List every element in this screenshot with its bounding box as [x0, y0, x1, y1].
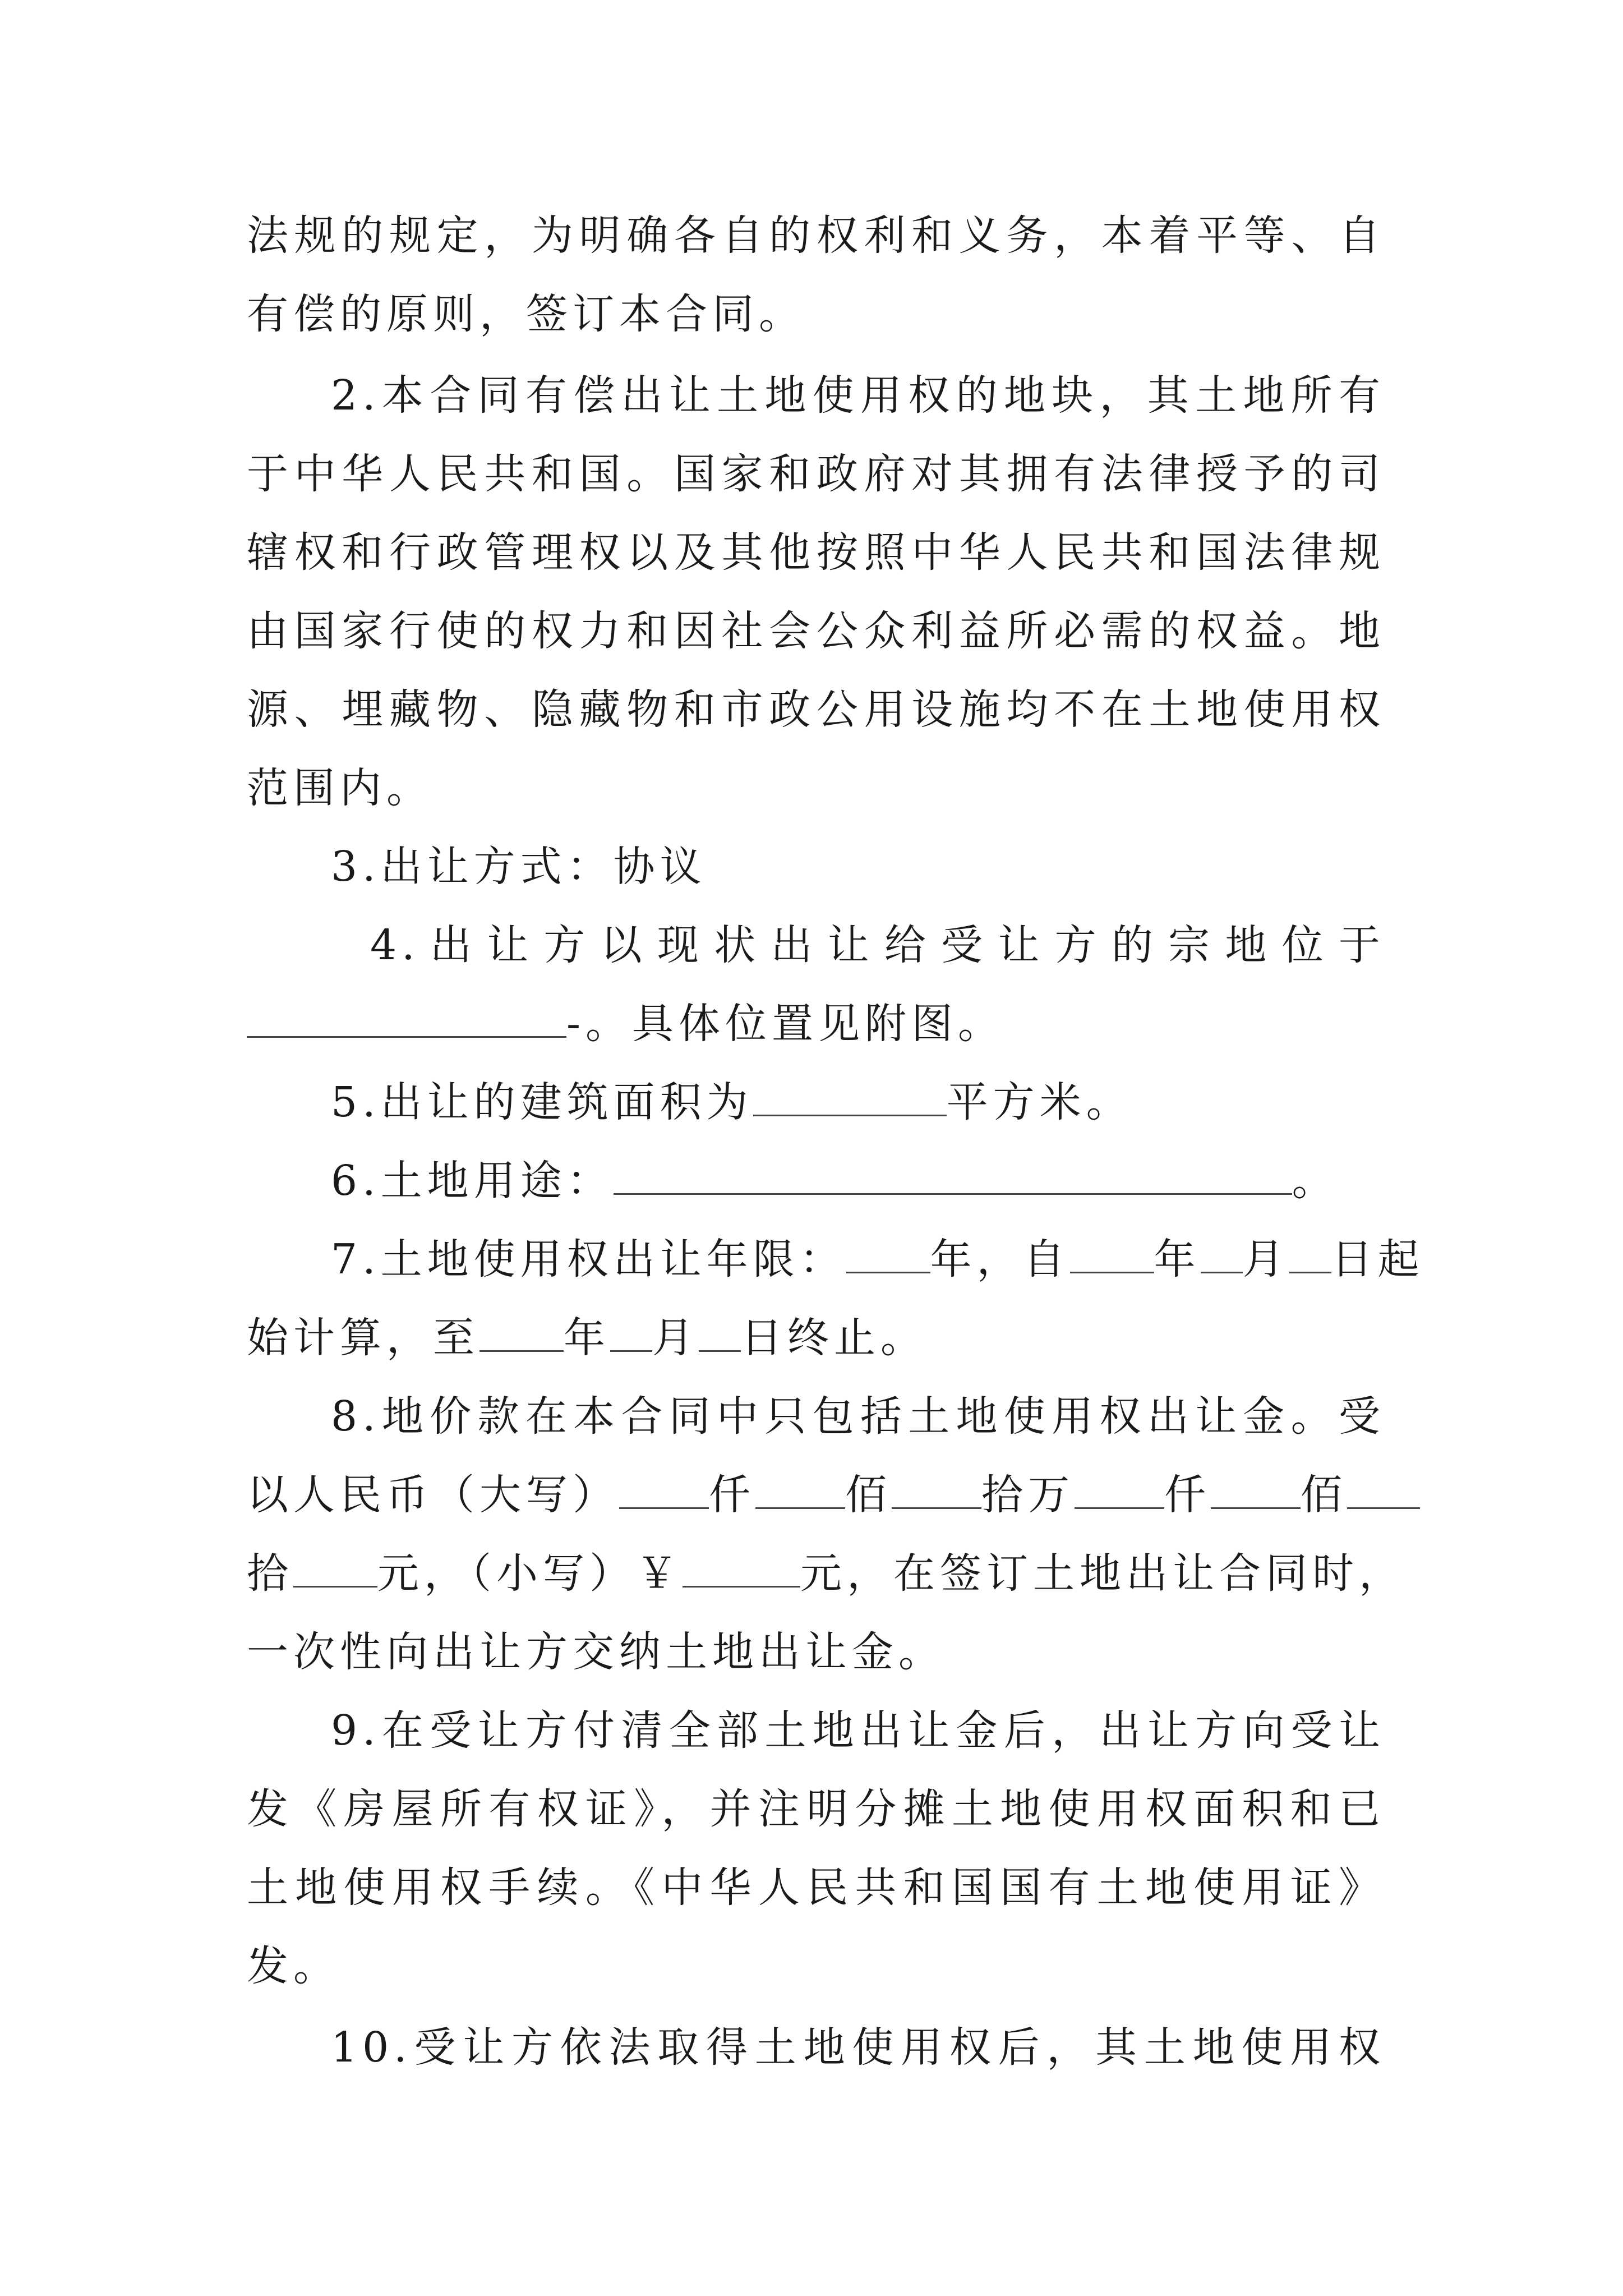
clause-4-char: 让	[998, 921, 1045, 969]
clause-3-line: 3.出让方式：协议	[331, 843, 707, 891]
clause-9-line-3: 土地使用权手续。《中华人民共和国国有土地使用证》	[247, 1864, 1385, 1912]
clause-8-line-2	[247, 1467, 1385, 1523]
clause-7-line-2	[247, 1310, 1385, 1366]
clause-9-line-1: 9.在受让方付清全部土地出让金后，出让方向受让	[331, 1706, 1385, 1755]
unit-bai: 佰	[845, 1471, 892, 1519]
clause-4-char: 宗	[1168, 921, 1215, 969]
clause-9-line-4: 发。	[247, 1942, 340, 1990]
amount-caps-label: 以人民币（大写）	[247, 1471, 619, 1519]
clause-4-char: 地	[1225, 921, 1272, 969]
end-year-blank[interactable]	[479, 1313, 564, 1352]
caps-blank-7[interactable]	[293, 1549, 377, 1588]
clause-8-line-4: 一次性向出让方交纳土地出让金。	[247, 1628, 945, 1676]
clause-4-char: 以	[600, 921, 647, 969]
clause-4-line-1	[247, 917, 1385, 973]
clause-4-char: 于	[1338, 921, 1385, 969]
clause-4-char: 方	[1054, 921, 1101, 969]
clause-10-line-1: 10.受让方依法取得土地使用权后，其土地使用权	[331, 2023, 1385, 2072]
caps-blank-1[interactable]	[619, 1470, 709, 1509]
clause-4-line-2	[247, 996, 1385, 1052]
end-month-label: 月	[652, 1314, 699, 1362]
clause-7-line-1	[247, 1231, 1424, 1287]
term-label: 7.土地使用权出让年限：	[331, 1235, 846, 1283]
clause-4-char: 4.	[370, 921, 420, 969]
amount-figure-label: 元，（小写）￥	[377, 1549, 683, 1598]
clause-4-char: 受	[941, 921, 988, 969]
clause-2-line-5: 源、埋藏物、隐藏物和市政公用设施均不在土地使用权	[247, 685, 1385, 734]
clause-8-line-1: 8.地价款在本合同中只包括土地使用权出让金。受	[331, 1392, 1385, 1441]
clause-4-char: 状	[714, 921, 761, 969]
term-end-label: 始计算，至	[247, 1314, 479, 1362]
clause-2-line-3: 辖权和行政管理权以及其他按照中华人民共和国法律规	[247, 528, 1385, 577]
start-day-blank[interactable]	[1289, 1235, 1331, 1273]
term-years-blank[interactable]	[846, 1235, 930, 1273]
clause-4-char: 方	[543, 921, 591, 969]
clause-4-char: 的	[1111, 921, 1158, 969]
clause-4-char: 位	[1281, 921, 1329, 969]
clause-5-label: 5.出让的建筑面积为	[331, 1078, 753, 1126]
clause-8-tail: 元，在签订土地出让合同时，	[800, 1549, 1405, 1598]
unit-bai-2: 佰	[1301, 1471, 1347, 1519]
clause-4-tail: -。具体位置见附图。	[566, 1000, 1005, 1048]
caps-blank-5[interactable]	[1211, 1470, 1301, 1509]
text-line-2: 有偿的原则，签订本合同。	[247, 290, 805, 338]
end-day-label: 日终止。	[741, 1314, 927, 1362]
year-label: 年	[1154, 1235, 1201, 1283]
land-use-blank[interactable]	[614, 1156, 1292, 1195]
clause-2-line-6: 范围内。	[247, 764, 433, 812]
caps-blank-4[interactable]	[1075, 1470, 1164, 1509]
area-blank[interactable]	[753, 1078, 947, 1116]
text-line-1: 法规的规定，为明确各自的权利和义务，本着平等、自	[247, 211, 1385, 260]
clause-5-unit: 平方米。	[946, 1078, 1133, 1126]
clause-6-line	[247, 1153, 1385, 1209]
clause-8-line-3	[247, 1545, 1405, 1602]
unit-qian-2: 仟	[1164, 1471, 1211, 1519]
clause-4-char: 给	[884, 921, 931, 969]
unit-shiwan: 拾万	[981, 1471, 1075, 1519]
clause-2-line-4: 由国家行使的权力和因社会公众利益所必需的权益。地	[247, 607, 1385, 655]
end-year-label: 年	[564, 1314, 610, 1362]
term-from-label: 年，自	[930, 1235, 1070, 1283]
clause-4-char: 出	[771, 921, 818, 969]
location-blank[interactable]	[247, 999, 566, 1038]
clause-4-char: 出	[430, 921, 477, 969]
clause-6-end: 。	[1292, 1157, 1339, 1205]
clause-4-char: 让	[487, 921, 534, 969]
caps-blank-6[interactable]	[1347, 1470, 1420, 1509]
start-month-blank[interactable]	[1201, 1235, 1243, 1273]
amount-figure-blank[interactable]	[683, 1549, 800, 1588]
clause-4-char: 让	[827, 921, 874, 969]
day-label: 日起	[1331, 1235, 1424, 1283]
clause-5-line	[247, 1074, 1385, 1130]
start-year-blank[interactable]	[1070, 1235, 1154, 1273]
caps-blank-3[interactable]	[892, 1470, 981, 1509]
clause-2-line-2: 于中华人民共和国。国家和政府对其拥有法律授予的司	[247, 450, 1385, 498]
month-label: 月	[1242, 1235, 1289, 1283]
clause-9-line-2: 发《房屋所有权证》，并注明分摊土地使用权面积和已	[247, 1785, 1385, 1833]
unit-qian: 仟	[709, 1471, 755, 1519]
clause-6-label: 6.土地用途：	[331, 1157, 614, 1205]
end-month-blank[interactable]	[610, 1313, 652, 1352]
clause-2-line-1: 2.本合同有偿出让土地使用权的地块，其土地所有	[331, 371, 1385, 420]
caps-blank-2[interactable]	[755, 1470, 845, 1509]
unit-shi: 拾	[247, 1549, 293, 1598]
clause-4-char: 现	[657, 921, 704, 969]
end-day-blank[interactable]	[699, 1313, 741, 1352]
